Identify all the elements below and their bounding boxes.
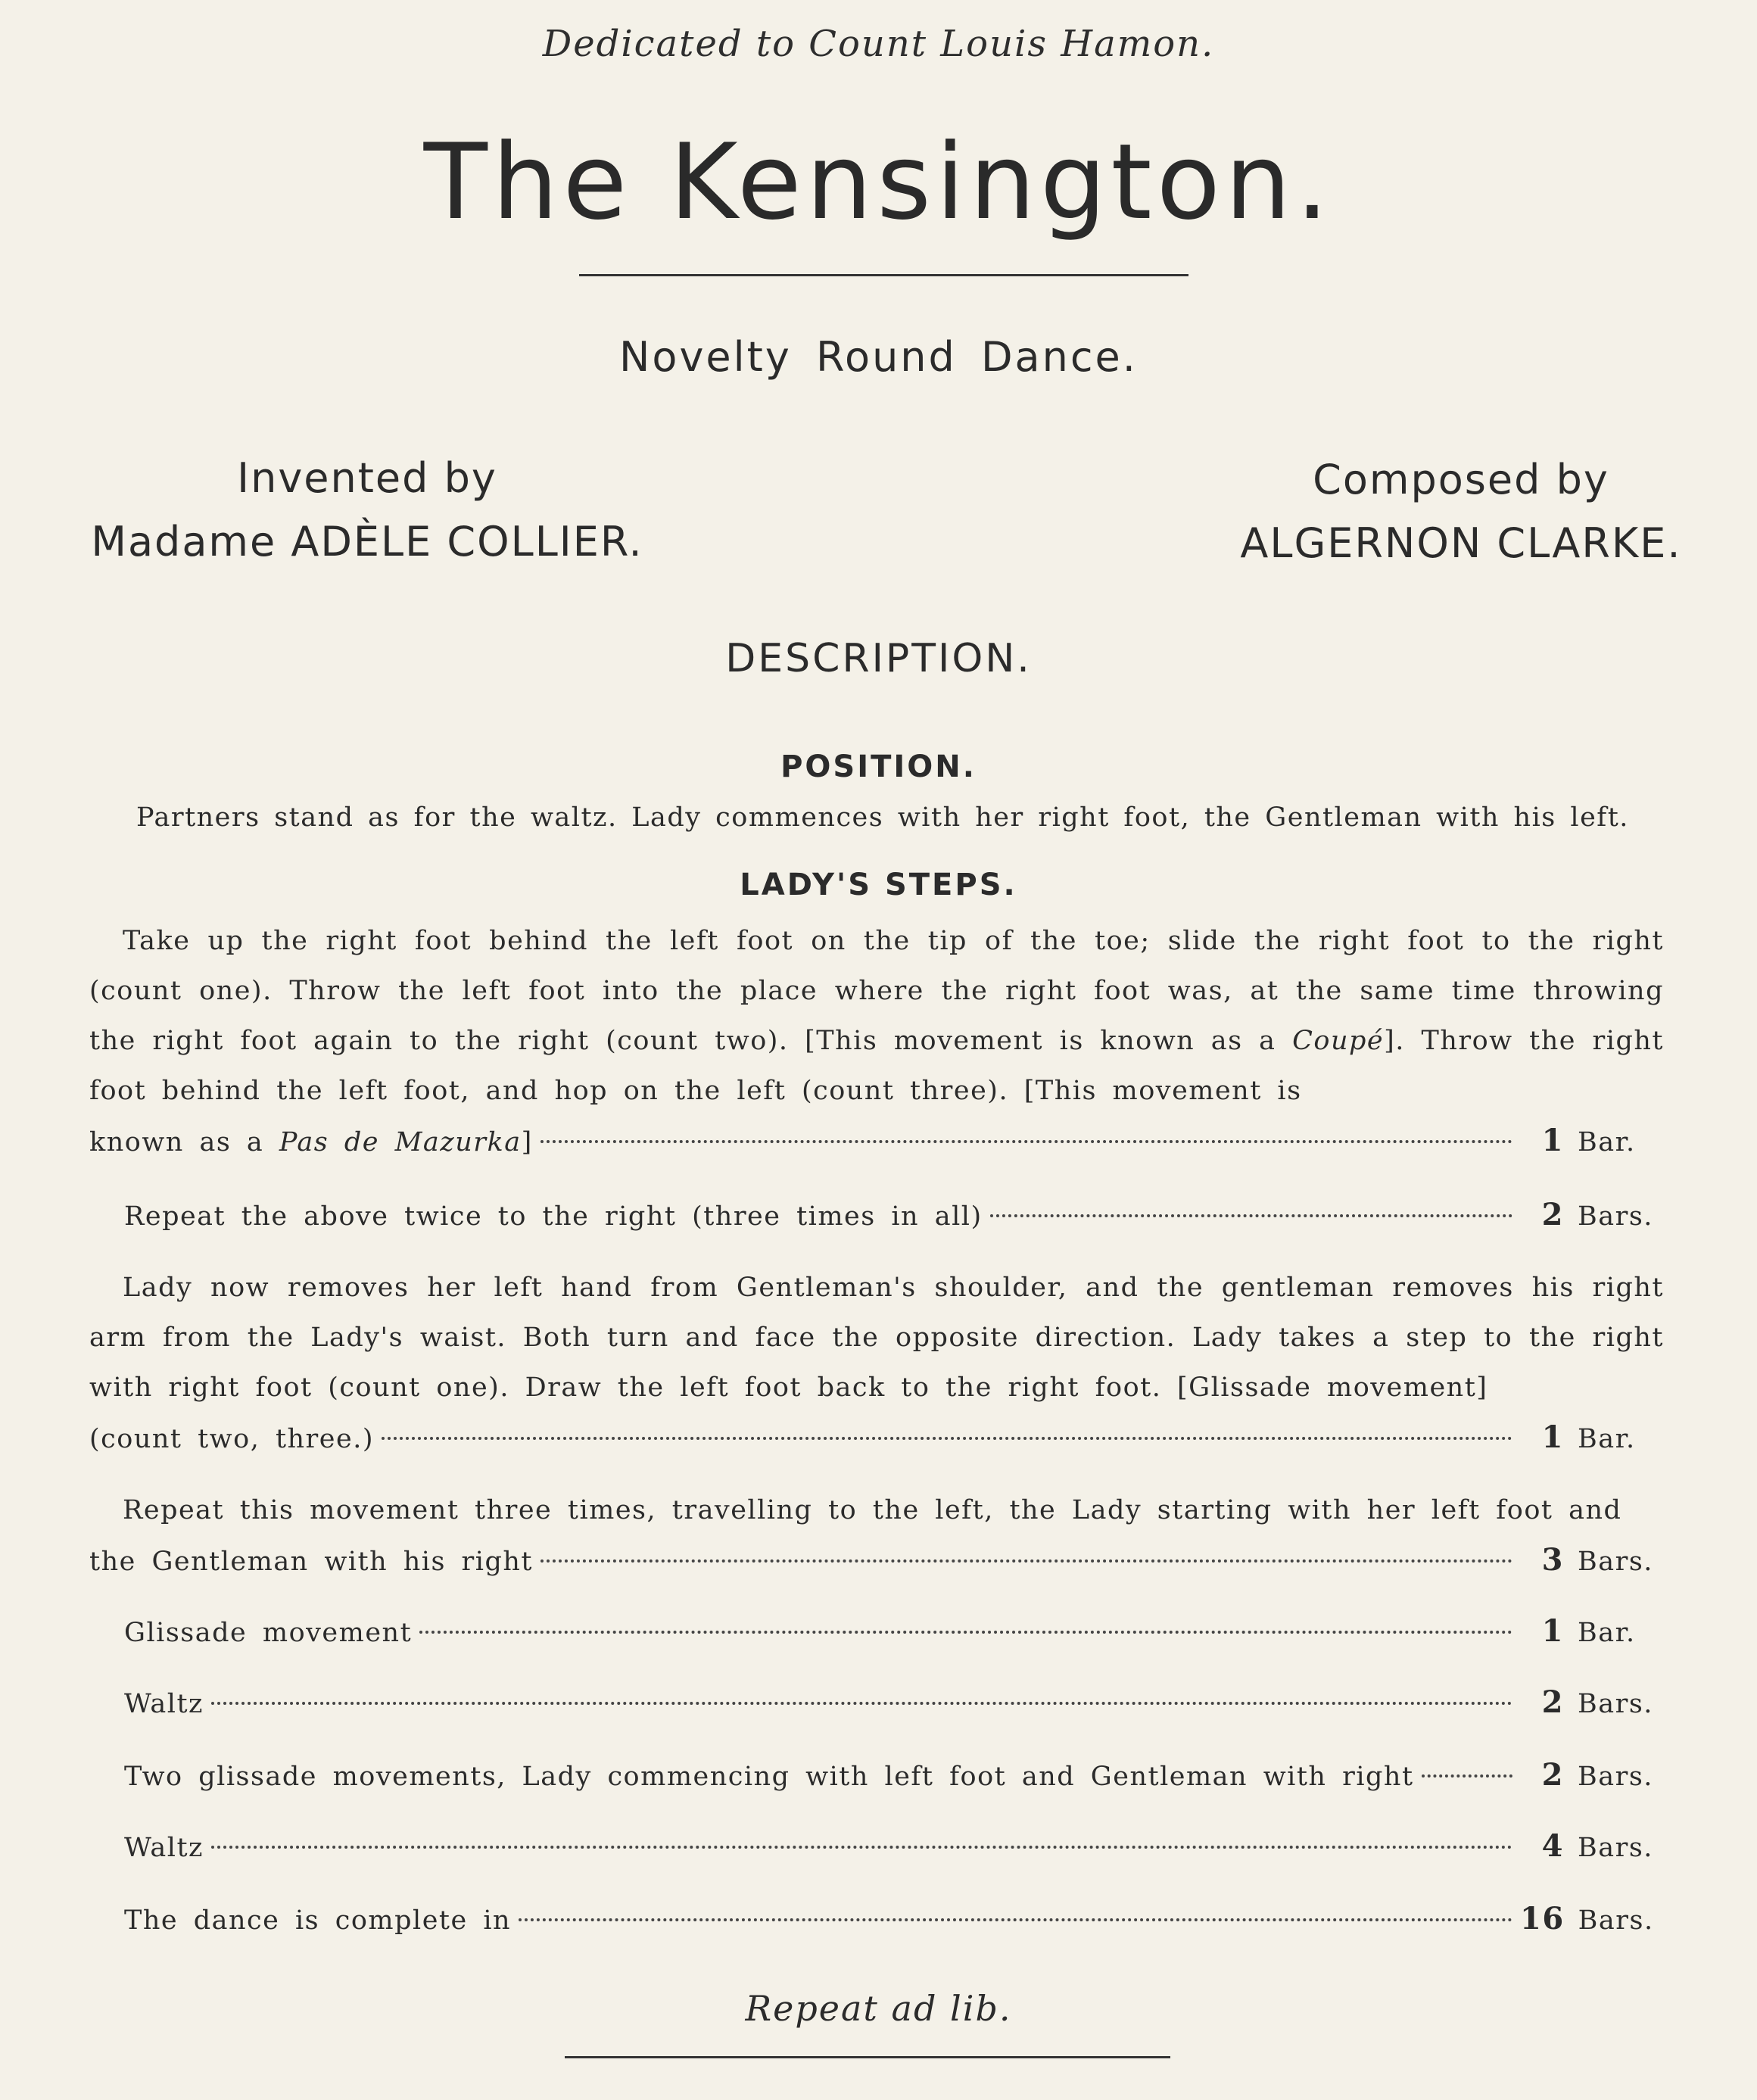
composer-role: Composed by [1313,456,1609,503]
composer-name: ALGERNON CLARKE. [1240,519,1682,567]
steps-paragraph-1-text-a: Take up the right foot behind the left foot on the tip of the toe; slide the right foot to the right (count one). Throw the left foot into the place where the right foot was, at the same time throwing the right foot again to the right (count two). [This movement is known as a [89,926,1664,1056]
dot-leader [419,1631,1512,1634]
bar-count [1520,1894,1664,1946]
bar-count-number: 2 [1541,1684,1564,1720]
repeat-twice-line [89,1190,1664,1240]
bar-count-number: 1 [1541,1613,1564,1649]
steps-paragraph-1-last-line [89,1116,1664,1166]
bar-count-unit: Bar. [1578,1424,1636,1454]
bar-count [1520,1535,1664,1587]
dot-leader [1422,1774,1512,1778]
position-heading: POSITION. [780,749,977,784]
term-pas-de-mazurka: Pas de Mazurka [279,1127,522,1157]
bar-count-number: 4 [1541,1828,1564,1864]
term-coupe: Coupé [1292,1026,1385,1056]
steps-paragraph-3-last-text: (count two, three.) [89,1424,374,1454]
bar-count [1520,1821,1664,1873]
bar-count [1520,1413,1664,1464]
bar-count-unit: Bars. [1578,1833,1653,1863]
waltz-line-1 [89,1678,1664,1728]
inventor-role: Invented by [237,454,497,502]
dot-leader [519,1918,1512,1921]
steps-paragraph-1 [89,916,1664,1116]
dot-leader [540,1559,1512,1563]
description-heading: DESCRIPTION. [725,636,1032,681]
lady-steps-heading: LADY'S STEPS. [740,868,1017,902]
repeat-ad-lib: Repeat ad lib. [745,1988,1012,2029]
steps-paragraph-4-last-line [89,1535,1664,1585]
bar-count-unit: Bars. [1578,1547,1653,1577]
page-title: The Kensington. [423,121,1334,243]
waltz-text-1: Waltz [124,1689,204,1719]
bar-count [1520,1678,1664,1729]
bar-count-unit: Bars. [1578,1905,1654,1936]
waltz-text-2: Waltz [124,1833,204,1863]
bar-count [1520,1606,1664,1658]
composer-credit [1207,448,1715,575]
bar-count-number: 2 [1541,1197,1564,1232]
two-glissade-text: Two glissade movements, Lady commencing with left foot and Gentleman with right [124,1762,1414,1792]
bar-count-number: 2 [1541,1757,1564,1793]
steps-paragraph-1-text-b: ]. Throw the right foot behind the left foot, and hop on the left (count three). [This movement is [89,1026,1664,1106]
glissade-line [89,1606,1664,1656]
dot-leader [540,1140,1512,1143]
bar-count-unit: Bar. [1578,1618,1636,1648]
waltz-line-2 [89,1821,1664,1871]
bar-count [1520,1750,1664,1802]
bar-count [1520,1116,1664,1167]
bar-count-unit: Bars. [1578,1689,1653,1719]
bar-count-number: 16 [1520,1901,1565,1936]
title-rule [579,274,1188,276]
closing-rule [565,2056,1170,2058]
dance-complete-line [89,1894,1664,1944]
bar-count [1520,1190,1664,1242]
bar-count-number: 1 [1541,1123,1564,1158]
last-line-text-b: ] [521,1127,533,1157]
bar-count-unit: Bars. [1578,1762,1653,1792]
steps-paragraph-4: Repeat this movement three times, travelling to the left, the Lady starting with her left foot and [123,1495,1622,1525]
two-glissade-line [89,1750,1664,1800]
bar-count-unit: Bars. [1578,1201,1653,1232]
last-line-text-a: known as a [89,1127,279,1157]
dot-leader [990,1214,1512,1217]
inventor-name: Madame ADÈLE COLLIER. [91,518,643,566]
dance-complete-text: The dance is complete in [124,1905,512,1936]
bar-count-unit: Bar. [1578,1127,1636,1157]
bar-count-number: 3 [1541,1542,1564,1578]
dot-leader [382,1437,1512,1440]
bar-count-number: 1 [1541,1419,1564,1455]
inventor-credit [61,447,674,574]
dedication: Dedicated to Count Louis Hamon. [542,23,1215,65]
dot-leader [211,1846,1512,1849]
steps-paragraph-1-last-text [89,1117,533,1167]
steps-paragraph-3-last-line [89,1413,1664,1463]
repeat-twice-text: Repeat the above twice to the right (three times in all) [124,1201,983,1232]
subtitle: Novelty Round Dance. [619,333,1138,381]
dot-leader [211,1702,1512,1705]
position-text: Partners stand as for the waltz. Lady commences with her right foot, the Gentleman with his left. [136,802,1629,833]
steps-paragraph-3: Lady now removes her left hand from Gentleman's shoulder, and the gentleman removes his right arm from the Lady's waist. Both turn and face the opposite direction. Lady takes a step to the right with right foot (count one). Draw the left foot back to the right foot. [Glissade movement] [89,1273,1664,1403]
steps-paragraph-4-last-text: the Gentleman with his right [89,1547,533,1577]
glissade-text: Glissade movement [124,1618,413,1648]
